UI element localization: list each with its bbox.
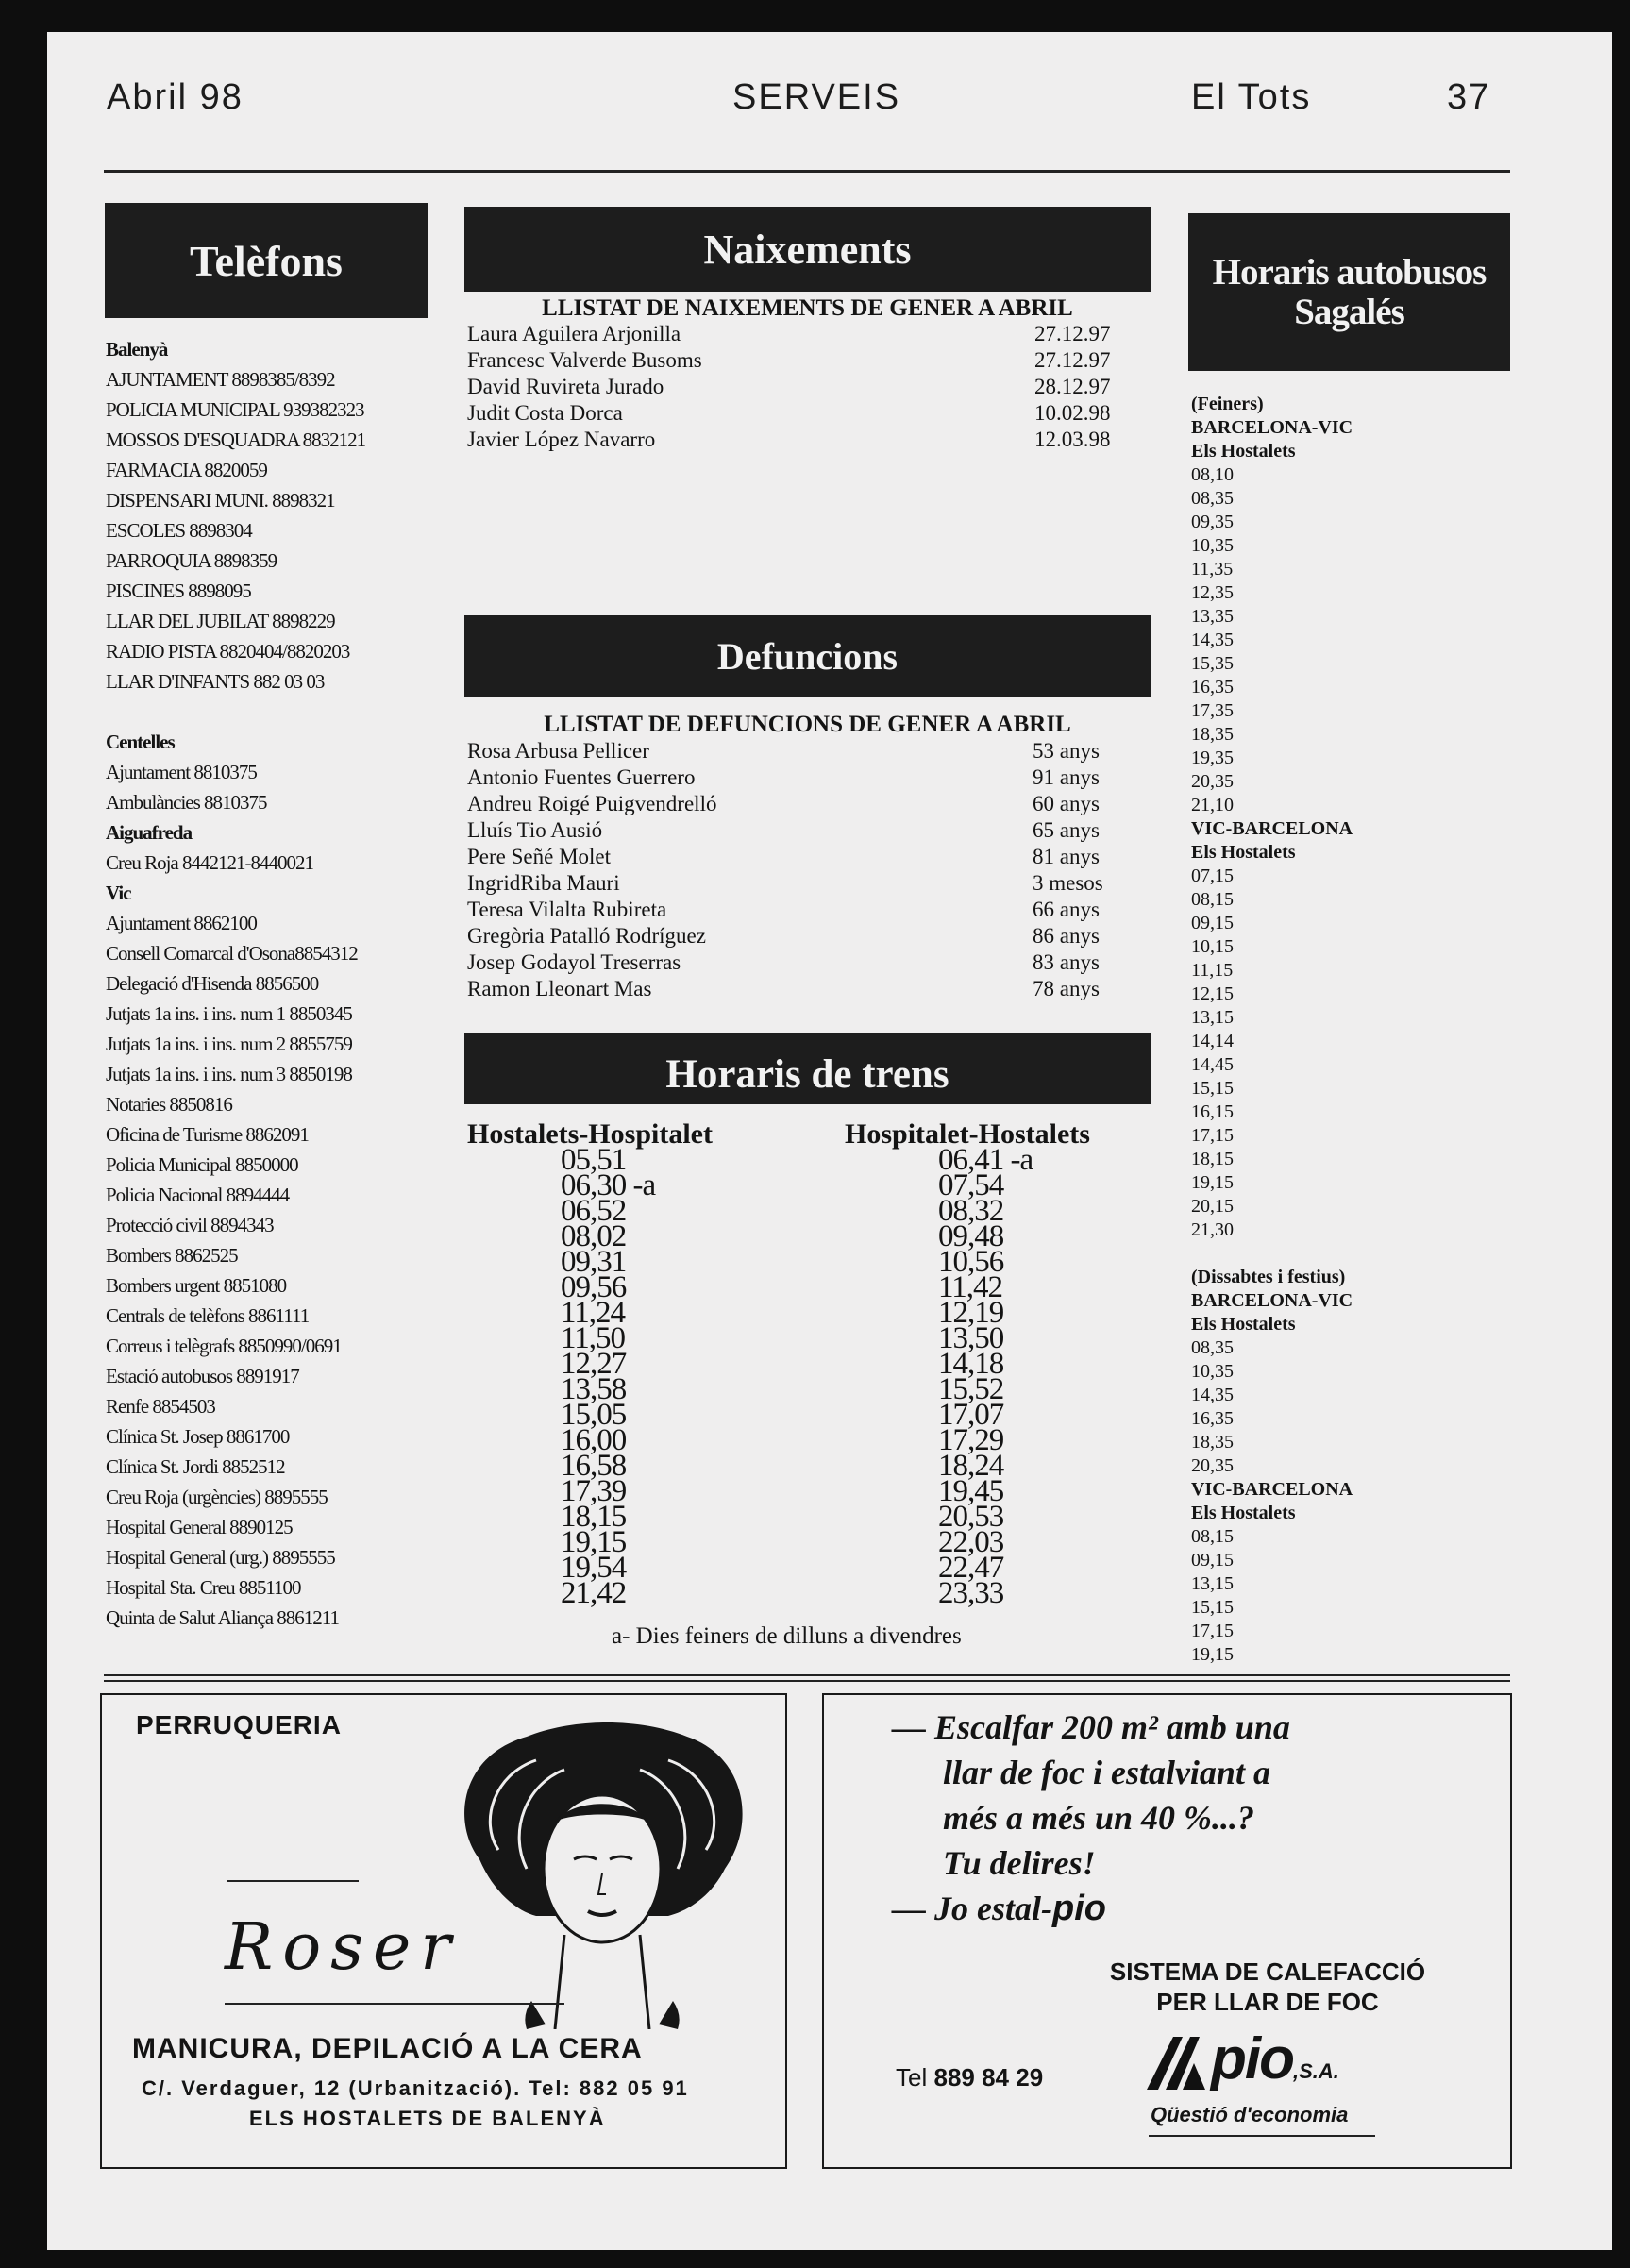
bus-heading: (Dissabtes i festius) xyxy=(1191,1267,1346,1287)
tren-time-hospitalet-hostalets: 23,33 xyxy=(938,1576,1004,1610)
telefons-entry: Jutjats 1a ins. i ins. num 2 8855759 xyxy=(106,1033,352,1055)
telefons-entry: Delegació d'Hisenda 8856500 xyxy=(106,972,319,995)
pio-tel-number: 889 84 29 xyxy=(933,2063,1044,2092)
defuncio-name: IngridRiba Mauri xyxy=(467,871,620,895)
bus-time: 14,45 xyxy=(1191,1054,1234,1075)
bus-heading: Els Hostalets xyxy=(1191,1503,1296,1523)
defuncions-title: Defuncions xyxy=(716,634,899,678)
tren-time-hospitalet-hostalets: 12,19 xyxy=(938,1296,1004,1330)
telefons-entry: Policia Municipal 8850000 xyxy=(106,1153,298,1176)
pio-tel xyxy=(896,2063,1043,2092)
perruqueria-town: ELS HOSTALETS DE BALENYÀ xyxy=(249,2107,606,2130)
defuncio-name: Rosa Arbusa Pellicer xyxy=(467,739,649,763)
naixement-name: Javier López Navarro xyxy=(467,428,656,451)
tren-time-hospitalet-hostalets: 20,53 xyxy=(938,1500,1004,1534)
woman-illustration xyxy=(442,1718,763,2029)
tren-time-hospitalet-hostalets: 15,52 xyxy=(938,1372,1004,1406)
pio-line1: — Escalfar 200 m² amb una xyxy=(892,1708,1290,1746)
telefons-entry: Hospital General 8890125 xyxy=(106,1516,293,1538)
bus-heading: Els Hostalets xyxy=(1191,1314,1296,1335)
defuncio-age: 78 anys xyxy=(1033,977,1100,1000)
telefons-entry: Renfe 8854503 xyxy=(106,1395,215,1418)
defuncio-age: 91 anys xyxy=(1033,765,1100,789)
tren-time-hostalets-hospitalet: 11,24 xyxy=(561,1296,626,1330)
trens-title: Horaris de trens xyxy=(665,1051,949,1097)
pio-logo-suffix: ,S.A. xyxy=(1292,2059,1339,2083)
roser-line-top xyxy=(227,1880,359,1882)
pio-text xyxy=(892,1705,1290,1931)
tren-time-hostalets-hospitalet: 06,30 -a xyxy=(561,1168,656,1202)
tren-time-hostalets-hospitalet: 16,58 xyxy=(561,1449,627,1483)
telefons-entry: Correus i telègrafs 8850990/0691 xyxy=(106,1335,342,1357)
telefons-entry: Policia Nacional 8894444 xyxy=(106,1184,290,1206)
perruqueria-ad xyxy=(100,1693,787,2169)
telefons-entry: MOSSOS D'ESQUADRA 8832121 xyxy=(106,428,366,451)
bus-time: 17,15 xyxy=(1191,1125,1234,1146)
bus-time: 18,35 xyxy=(1191,1432,1234,1453)
naixements-list-title: LLISTAT DE NAIXEMENTS DE GENER A ABRIL xyxy=(542,295,1073,321)
naixement-name: Judit Costa Dorca xyxy=(467,401,623,425)
trens-banner xyxy=(464,1033,1151,1104)
tren-time-hostalets-hospitalet: 13,58 xyxy=(561,1372,627,1406)
bus-time: 16,35 xyxy=(1191,677,1234,697)
defuncio-name: Andreu Roigé Puigvendrelló xyxy=(467,792,717,815)
bus-time: 19,35 xyxy=(1191,748,1234,768)
tren-time-hospitalet-hostalets: 07,54 xyxy=(938,1168,1004,1202)
telefons-entry: Hospital General (urg.) 8895555 xyxy=(106,1546,335,1569)
telefons-entry: LLAR DEL JUBILAT 8898229 xyxy=(106,610,335,632)
perruqueria-heading: PERRUQUERIA xyxy=(136,1710,342,1739)
header-magazine: El Tots xyxy=(1191,77,1312,117)
tren-time-hostalets-hospitalet: 21,42 xyxy=(561,1576,627,1610)
defuncio-age: 86 anys xyxy=(1033,924,1100,948)
trens-col2-head: Hospitalet-Hostalets xyxy=(845,1118,1090,1150)
bus-time: 08,10 xyxy=(1191,464,1234,485)
pio-line2: llar de foc i estalviant a xyxy=(943,1754,1270,1791)
roser-line-bottom xyxy=(225,2003,564,2005)
tren-time-hospitalet-hostalets: 18,24 xyxy=(938,1449,1004,1483)
telefons-entry: RADIO PISTA 8820404/8820203 xyxy=(106,640,350,663)
bus-time: 15,15 xyxy=(1191,1597,1234,1618)
autobusos-title-line2: Sagalés xyxy=(1294,291,1404,332)
pio-ad xyxy=(822,1693,1512,2169)
defuncio-age: 53 anys xyxy=(1033,739,1100,763)
defuncions-list-title: LLISTAT DE DEFUNCIONS DE GENER A ABRIL xyxy=(544,712,1071,737)
tren-time-hostalets-hospitalet: 18,15 xyxy=(561,1500,627,1534)
bus-time: 07,15 xyxy=(1191,865,1234,886)
tren-time-hostalets-hospitalet: 19,15 xyxy=(561,1525,627,1559)
telefons-entry: Creu Roja (urgències) 8895555 xyxy=(106,1486,328,1508)
bus-time: 15,15 xyxy=(1191,1078,1234,1099)
tren-time-hostalets-hospitalet: 15,05 xyxy=(561,1398,627,1432)
autobusos-list xyxy=(1191,393,1399,1667)
pio-tel-label: Tel xyxy=(896,2063,928,2092)
defuncio-name: Teresa Vilalta Rubireta xyxy=(467,898,667,921)
naixement-date: 10.02.98 xyxy=(1034,401,1111,425)
telefons-entry: Consell Comarcal d'Osona8854312 xyxy=(106,942,358,965)
bus-time: 17,35 xyxy=(1191,700,1234,721)
naixement-name: Laura Aguilera Arjonilla xyxy=(467,322,681,345)
defuncio-age: 83 anys xyxy=(1033,950,1100,974)
tren-time-hostalets-hospitalet: 11,50 xyxy=(561,1321,626,1355)
bus-time: 12,35 xyxy=(1191,582,1234,603)
defuncions-banner xyxy=(464,615,1151,697)
telefons-entry: Ambulàncies 8810375 xyxy=(106,791,267,814)
tren-time-hospitalet-hostalets: 06,41 -a xyxy=(938,1143,1033,1177)
bus-time: 13,15 xyxy=(1191,1007,1234,1028)
tren-time-hostalets-hospitalet: 12,27 xyxy=(561,1347,627,1381)
naixement-name: David Ruvireta Jurado xyxy=(467,375,664,398)
tren-time-hospitalet-hostalets: 17,29 xyxy=(938,1423,1004,1457)
trens-note: a- Dies feiners de dilluns a divendres xyxy=(612,1623,962,1649)
defuncio-name: Josep Godayol Treserras xyxy=(467,950,681,974)
telefons-group-heading: Aiguafreda xyxy=(106,821,193,844)
tren-time-hostalets-hospitalet: 08,02 xyxy=(561,1219,627,1253)
bus-time: 09,35 xyxy=(1191,512,1234,532)
tren-time-hospitalet-hostalets: 14,18 xyxy=(938,1347,1004,1381)
telefons-entry: Clínica St. Josep 8861700 xyxy=(106,1425,290,1448)
defuncio-age: 66 anys xyxy=(1033,898,1100,921)
telefons-entry: Jutjats 1a ins. i ins. num 3 8850198 xyxy=(106,1063,352,1085)
telefons-entry: Oficina de Turisme 8862091 xyxy=(106,1123,309,1146)
telefons-entry: Jutjats 1a ins. i ins. num 1 8850345 xyxy=(106,1002,352,1025)
naixement-date: 12.03.98 xyxy=(1034,428,1111,451)
bus-time: 21,30 xyxy=(1191,1219,1234,1240)
defuncio-age: 3 mesos xyxy=(1033,871,1103,895)
telefons-entry: DISPENSARI MUNI. 8898321 xyxy=(106,489,335,512)
bus-time: 21,10 xyxy=(1191,795,1234,815)
telefons-entry: PARROQUIA 8898359 xyxy=(106,549,277,572)
bus-time: 17,15 xyxy=(1191,1621,1234,1641)
telefons-entry: Creu Roja 8442121-8440021 xyxy=(106,851,313,874)
pio-line5-prefix: — Jo estal- xyxy=(892,1890,1052,1927)
tren-time-hospitalet-hostalets: 17,07 xyxy=(938,1398,1004,1432)
telefons-entry: AJUNTAMENT 8898385/8392 xyxy=(106,368,335,391)
tren-time-hospitalet-hostalets: 10,56 xyxy=(938,1245,1004,1279)
bus-time: 11,15 xyxy=(1191,960,1234,981)
tren-time-hostalets-hospitalet: 05,51 xyxy=(561,1143,627,1177)
pio-system-line2: PER LLAR DE FOC xyxy=(1156,1988,1379,2016)
bus-time: 20,35 xyxy=(1191,771,1234,792)
telefons-entry: LLAR D'INFANTS 882 03 03 xyxy=(106,670,325,693)
pio-logo xyxy=(1211,2025,1339,2092)
telefons-entry: Notaries 8850816 xyxy=(106,1093,232,1116)
footer-rule-bottom xyxy=(104,1680,1510,1682)
bus-time: 16,35 xyxy=(1191,1408,1234,1429)
bus-time: 18,15 xyxy=(1191,1149,1234,1169)
telefons-banner xyxy=(105,203,428,318)
defuncio-name: Ramon Lleonart Mas xyxy=(467,977,652,1000)
pio-line4: Tu delires! xyxy=(943,1844,1096,1882)
tren-time-hostalets-hospitalet: 16,00 xyxy=(561,1423,627,1457)
bus-time: 08,35 xyxy=(1191,488,1234,509)
bus-time: 10,35 xyxy=(1191,1361,1234,1382)
pio-tagline: Qüestió d'economia xyxy=(1151,2103,1349,2126)
bus-time: 19,15 xyxy=(1191,1172,1234,1193)
defuncio-name: Antonio Fuentes Guerrero xyxy=(467,765,696,789)
telefons-title: Telèfons xyxy=(190,236,343,285)
bus-time: 15,35 xyxy=(1191,653,1234,674)
telefons-entry: POLICIA MUNICIPAL 939382323 xyxy=(106,398,364,421)
pio-tagline-rule xyxy=(1149,2135,1375,2137)
roser-name: Roser xyxy=(225,1910,461,1985)
bus-time: 14,35 xyxy=(1191,630,1234,650)
bus-time: 10,15 xyxy=(1191,936,1234,957)
defuncio-age: 60 anys xyxy=(1033,792,1100,815)
naixement-date: 28.12.97 xyxy=(1034,375,1111,398)
naixement-date: 27.12.97 xyxy=(1034,348,1111,372)
naixements-title: Naixements xyxy=(703,226,912,273)
telefons-group-heading: Vic xyxy=(106,882,131,904)
header-rule xyxy=(104,170,1510,173)
tren-time-hospitalet-hostalets: 22,47 xyxy=(938,1551,1004,1585)
tren-time-hostalets-hospitalet: 17,39 xyxy=(561,1474,627,1508)
pio-logo-text: pio xyxy=(1211,2026,1293,2092)
bus-time: 20,35 xyxy=(1191,1455,1234,1476)
bus-time: 11,35 xyxy=(1191,559,1234,580)
telefons-entry: Ajuntament 8810375 xyxy=(106,761,257,783)
telefons-entry: Protecció civil 8894343 xyxy=(106,1214,274,1236)
telefons-list xyxy=(106,334,427,1633)
tren-time-hospitalet-hostalets: 13,50 xyxy=(938,1321,1004,1355)
tren-time-hostalets-hospitalet: 09,31 xyxy=(561,1245,627,1279)
bus-heading: BARCELONA-VIC xyxy=(1191,1290,1353,1311)
bus-time: 08,15 xyxy=(1191,889,1234,910)
bus-heading: VIC-BARCELONA xyxy=(1191,1479,1353,1500)
telefons-entry xyxy=(106,697,427,727)
bus-heading: Els Hostalets xyxy=(1191,441,1296,462)
autobusos-banner xyxy=(1188,213,1510,371)
bus-heading: VIC-BARCELONA xyxy=(1191,818,1353,839)
telefons-group-heading: Balenyà xyxy=(106,338,168,361)
bus-time: 09,15 xyxy=(1191,1550,1234,1571)
naixements-banner xyxy=(464,207,1151,292)
pio-logo-mark xyxy=(1145,2035,1211,2092)
telefons-entry: ESCOLES 8898304 xyxy=(106,519,252,542)
bus-heading: Els Hostalets xyxy=(1191,842,1296,863)
telefons-entry: Bombers 8862525 xyxy=(106,1244,238,1267)
naixement-name: Francesc Valverde Busoms xyxy=(467,348,702,372)
tren-time-hospitalet-hostalets: 19,45 xyxy=(938,1474,1004,1508)
telefons-group-heading: Centelles xyxy=(106,731,175,753)
telefons-entry: Estació autobusos 8891917 xyxy=(106,1365,299,1387)
bus-time: 19,15 xyxy=(1191,1644,1234,1665)
bus-time: 16,15 xyxy=(1191,1101,1234,1122)
telefons-entry: FARMACIA 8820059 xyxy=(106,459,267,481)
bus-time: 20,15 xyxy=(1191,1196,1234,1217)
tren-time-hospitalet-hostalets: 22,03 xyxy=(938,1525,1004,1559)
defuncio-name: Gregòria Patalló Rodríguez xyxy=(467,924,706,948)
telefons-entry: Quinta de Salut Aliança 8861211 xyxy=(106,1606,340,1629)
pio-line5 xyxy=(892,1886,1290,1931)
bus-time: 18,35 xyxy=(1191,724,1234,745)
bus-time: 08,15 xyxy=(1191,1526,1234,1547)
perruqueria-address: C/. Verdaguer, 12 (Urbanització). Tel: 882 05 91 xyxy=(142,2076,689,2100)
header-page-number: 37 xyxy=(1447,77,1491,117)
header-section: SERVEIS xyxy=(732,77,901,117)
bus-time: 13,35 xyxy=(1191,606,1234,627)
bus-time: 14,35 xyxy=(1191,1385,1234,1405)
bus-time: 08,35 xyxy=(1191,1337,1234,1358)
defuncio-age: 81 anys xyxy=(1033,845,1100,868)
header-month: Abril 98 xyxy=(107,77,244,117)
bus-heading: (Feiners) xyxy=(1191,394,1264,414)
pio-system-line1: SISTEMA DE CALEFACCIÓ xyxy=(1109,1957,1426,1986)
bus-time: 09,15 xyxy=(1191,913,1234,933)
tren-time-hostalets-hospitalet: 06,52 xyxy=(561,1194,627,1228)
telefons-entry: Hospital Sta. Creu 8851100 xyxy=(106,1576,301,1599)
tren-time-hospitalet-hostalets: 08,32 xyxy=(938,1194,1004,1228)
bus-time: 12,15 xyxy=(1191,983,1234,1004)
tren-time-hostalets-hospitalet: 09,56 xyxy=(561,1270,627,1304)
naixement-date: 27.12.97 xyxy=(1034,322,1111,345)
defuncio-name: Pere Señé Molet xyxy=(467,845,612,868)
trens-col1-head: Hostalets-Hospitalet xyxy=(467,1118,713,1150)
telefons-entry: PISCINES 8898095 xyxy=(106,580,251,602)
bus-time: 10,35 xyxy=(1191,535,1234,556)
telefons-entry: Bombers urgent 8851080 xyxy=(106,1274,287,1297)
autobusos-title-line1: Horaris autobusos xyxy=(1212,251,1487,293)
pio-line5-brand: pio xyxy=(1051,1889,1106,1928)
footer-rule-top xyxy=(104,1674,1510,1676)
tren-time-hospitalet-hostalets: 11,42 xyxy=(938,1270,1003,1304)
defuncio-name: Lluís Tio Ausió xyxy=(467,818,603,842)
bus-time xyxy=(1191,1242,1399,1266)
telefons-entry: Centrals de telèfons 8861111 xyxy=(106,1304,310,1327)
telefons-entry: Ajuntament 8862100 xyxy=(106,912,257,934)
tren-time-hospitalet-hostalets: 09,48 xyxy=(938,1219,1004,1253)
bus-time: 13,15 xyxy=(1191,1573,1234,1594)
perruqueria-services: MANICURA, DEPILACIÓ A LA CERA xyxy=(132,2033,643,2064)
defuncio-age: 65 anys xyxy=(1033,818,1100,842)
tren-time-hostalets-hospitalet: 19,54 xyxy=(561,1551,627,1585)
bus-time: 14,14 xyxy=(1191,1031,1234,1051)
telefons-entry: Clínica St. Jordi 8852512 xyxy=(106,1455,285,1478)
pio-line3: més a més un 40 %...? xyxy=(943,1799,1255,1837)
bus-heading: BARCELONA-VIC xyxy=(1191,417,1353,438)
